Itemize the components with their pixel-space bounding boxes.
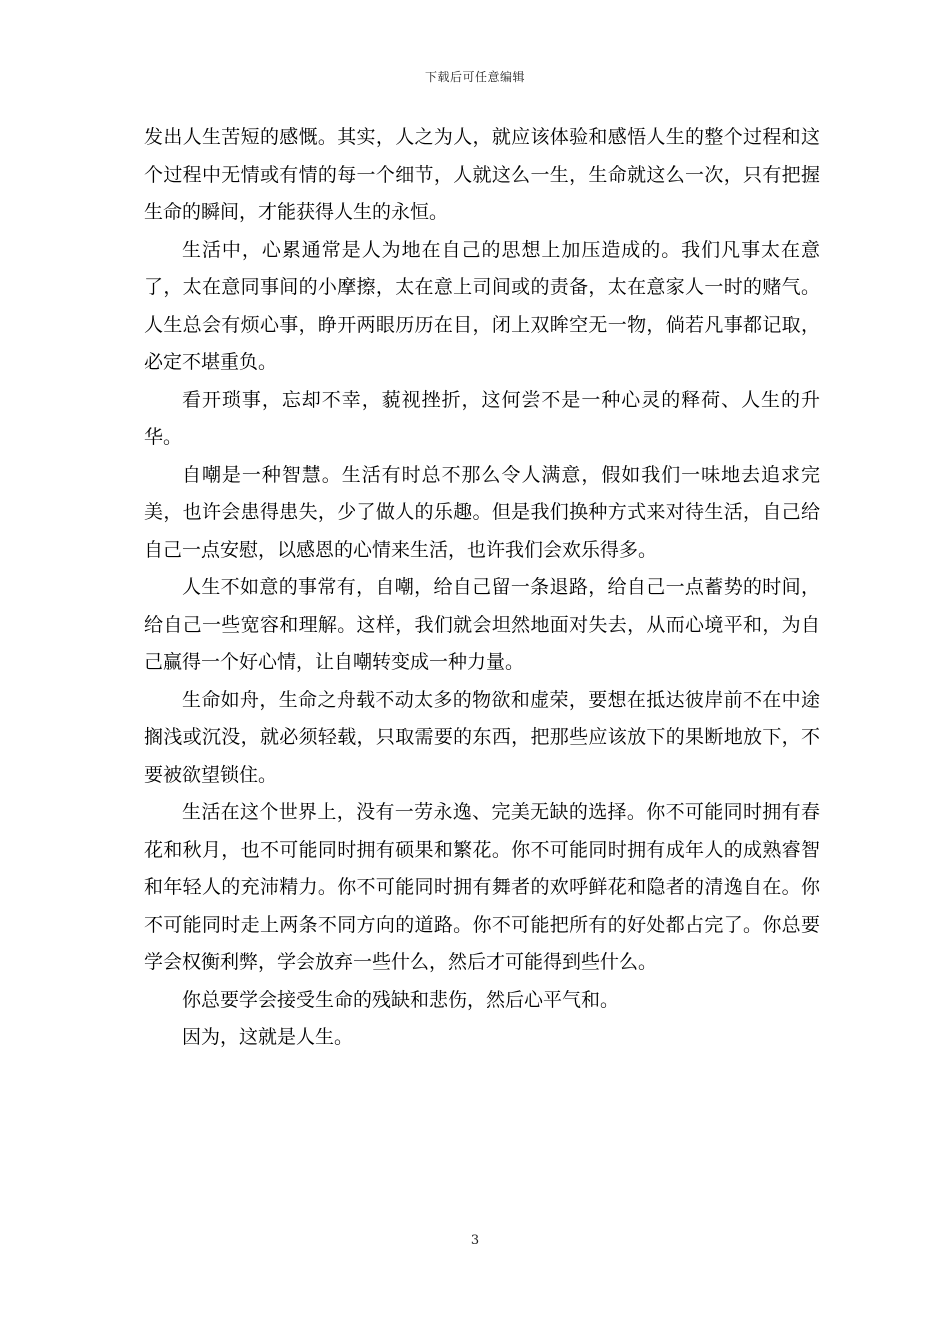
paragraph-6: 生命如舟，生命之舟载不动太多的物欲和虚荣，要想在抵达彼岸前不在中途搁浅或沉没，就必须轻载，只取需要的东西，把那些应该放下的果断地放下，不要被欲望锁住。 — [144, 688, 820, 786]
paragraph-7: 生活在这个世界上，没有一劳永逸、完美无缺的选择。你不可能同时拥有春花和秋月，也不可能同时拥有硕果和繁花。你不可能同时拥有成年人的成熟睿智和年轻人的充沛精力。你不可能同时拥有舞者的欢呼鲜花和隐者的清逸自在。你不可能同时走上两条不同方向的道路。你不可能把所有的好处都占完了。你总要学会权衡利弊，学会放弃一些什么，然后才可能得到些什么。 — [144, 801, 820, 973]
paragraph-2: 生活中，心累通常是人为地在自己的思想上加压造成的。我们凡事太在意了，太在意同事间的小摩擦，太在意上司间或的责备，太在意家人一时的赌气。人生总会有烦心事，睁开两眼历历在目，闭上双眸空无一物，倘若凡事都记取，必定不堪重负。 — [144, 238, 820, 373]
paragraph-8: 你总要学会接受生命的残缺和悲伤，然后心平气和。 — [182, 988, 620, 1011]
paragraph-3: 看开琐事，忘却不幸，藐视挫折，这何尝不是一种心灵的释荷、人生的升华。 — [144, 388, 820, 448]
page-number: 3 — [470, 1233, 480, 1248]
paragraph-4: 自嘲是一种智慧。生活有时总不那么令人满意，假如我们一味地去追求完美，也许会患得患失，少了做人的乐趣。但是我们换种方式来对待生活，自己给自己一点安慰，以感恩的心情来生活，也许我们会欢乐得多。 — [144, 463, 820, 561]
paragraph-1: 发出人生苦短的感慨。其实，人之为人，就应该体验和感悟人生的整个过程和这个过程中无情或有情的每一个细节，人就这么一生，生命就这么一次，只有把握生命的瞬间，才能获得人生的永恒。 — [144, 126, 820, 223]
paragraph-5: 人生不如意的事常有，自嘲，给自己留一条退路，给自己一点蓄势的时间，给自己一些宽容和理解。这样，我们就会坦然地面对失去，从而心境平和，为自己赢得一个好心情，让自嘲转变成一种力量。 — [144, 576, 820, 673]
page-header: 下载后可任意编辑 — [424, 70, 525, 84]
paragraph-9: 因为，这就是人生。 — [182, 1026, 354, 1048]
document-body — [144, 119, 820, 1057]
